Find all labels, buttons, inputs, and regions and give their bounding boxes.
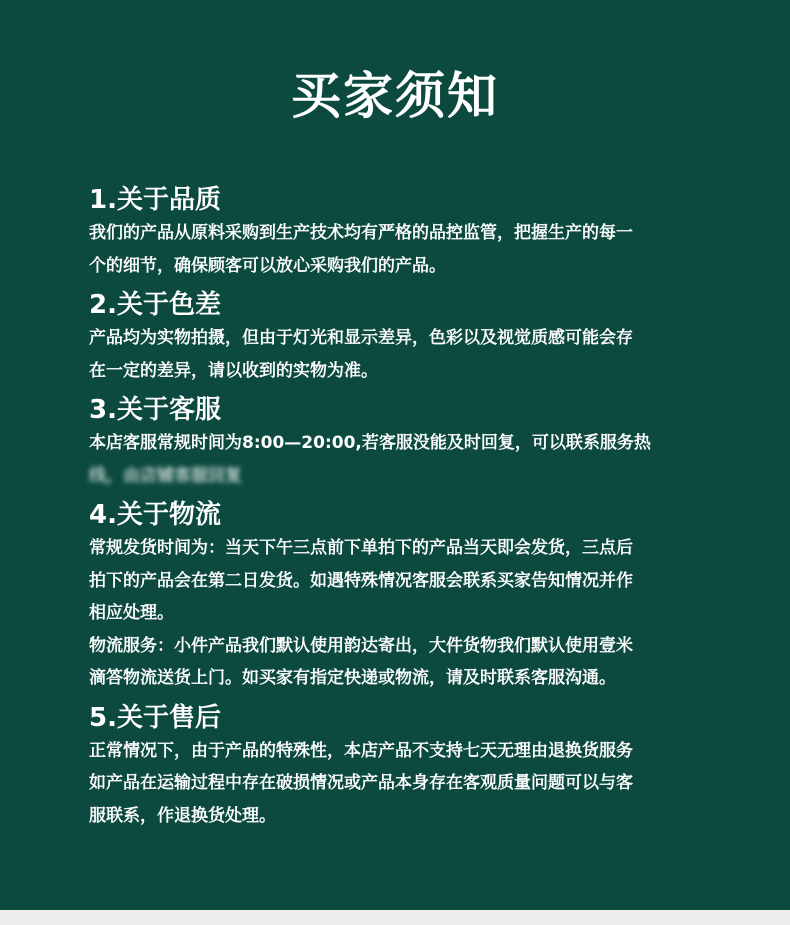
section-after-sales bbox=[89, 701, 699, 833]
section-text: 在一定的差异，请以收到的实物为准。 bbox=[89, 360, 378, 381]
section-heading: 2.关于色差 bbox=[89, 290, 221, 320]
section-color-difference bbox=[89, 288, 699, 387]
section-text: 如产品在运输过程中存在破损情况或产品本身存在客观质量问题可以与客 bbox=[89, 773, 633, 793]
section-text: 产品均为实物拍摄，但由于灯光和显示差异，色彩以及视觉质感可能会存 bbox=[89, 328, 633, 348]
section-text: 拍下的产品会在第二日发货。如遇特殊情况客服会联系买家告知情况并作 bbox=[89, 570, 633, 591]
bottom-strip bbox=[0, 910, 790, 925]
section-heading: 3.关于客服 bbox=[89, 395, 221, 425]
page-title: 买家须知 bbox=[291, 67, 499, 125]
section-text: 物流服务：小件产品我们默认使用韵达寄出，大件货物我们默认使用壹米 bbox=[89, 635, 633, 656]
section-text: 本店客服常规时间为8:00—20:00,若客服没能及时回复，可以联系服务热 bbox=[89, 433, 651, 453]
section-text: 相应处理。 bbox=[89, 603, 174, 623]
section-text: 正常情况下，由于产品的特殊性，本店产品不支持七天无理由退换货服务 bbox=[89, 740, 633, 761]
section-text: 服联系，作退换货处理。 bbox=[89, 805, 276, 826]
section-heading: 4.关于物流 bbox=[89, 500, 221, 530]
section-logistics bbox=[89, 498, 699, 695]
section-text-blurred: 线，由店铺客服回复 bbox=[89, 465, 242, 486]
notice-content bbox=[89, 183, 699, 838]
section-text: 滴答物流送货上门。如买家有指定快递或物流，请及时联系客服沟通。 bbox=[89, 668, 616, 688]
section-quality bbox=[89, 183, 699, 282]
section-customer-service bbox=[89, 393, 699, 492]
section-heading: 5.关于售后 bbox=[89, 702, 221, 733]
section-text: 个的细节，确保顾客可以放心采购我们的产品。 bbox=[89, 255, 446, 276]
section-text: 常规发货时间为：当天下午三点前下单拍下的产品当天即会发货，三点后 bbox=[89, 538, 633, 558]
section-text: 我们的产品从原料采购到生产技术均有严格的品控监管，把握生产的每一 bbox=[89, 223, 633, 243]
section-heading: 1.关于品质 bbox=[89, 185, 221, 215]
